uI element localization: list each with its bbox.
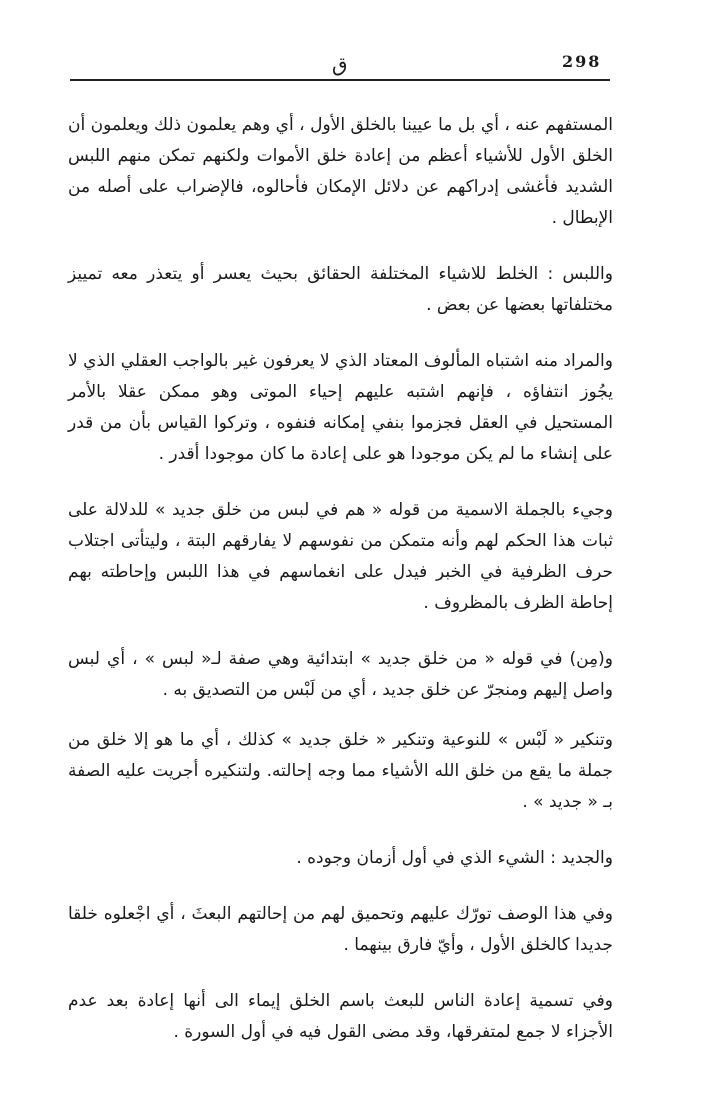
paragraph: والجديد : الشيء الذي في أول أزمان وجوده . [296, 848, 613, 868]
running-title: ق [332, 52, 348, 76]
page-header [70, 40, 610, 80]
paragraph: واللبس : الخلط للاشياء المختلفة الحقائق بحيث يعسر أو يتعذر معه تمييز مختلفاتها بعضها عن بعض . [68, 264, 613, 315]
header-rule [70, 79, 610, 81]
paragraph: والمراد منه اشتباه المألوف المعتاد الذي لا يعرفون غير بالواجب العقلي الذي لا يجُوز انتفاؤه ، فإنهم اشتبه عليهم إحياء الموتى وهو ممكن عقلا بالأمر المستحيل في العقل فجزموا بنفي إمكانه فنفوه ، وتركوا القياس بأن من قدر على إنشاء ما لم يكن موجودا هو على إعادة ما كان موجودا أقدر . [68, 351, 613, 464]
paragraph: وتنكير « لَبْس » للنوعية وتنكير « خلق جديد » كذلك ، أي ما هو إلا خلق من جملة ما يقع من خلق الله الأشياء مما وجه إحالته. ولتنكيره أجريت عليه الصفة بـ « جديد » . [68, 730, 613, 812]
main-text [68, 110, 613, 1067]
paragraph: وفي هذا الوصف تورّك عليهم وتحميق لهم من إحالتهم البعثَ ، أي اجْعلوه خلقا جديدا كالخلق الأول ، وأيّ فارق بينهما . [68, 904, 613, 955]
paragraph: المستفهم عنه ، أي بل ما عيينا بالخلق الأول ، أي وهم يعلمون ذلك ويعلمون أن الخلق الأول للأشياء أعظم من إعادة خلق الأموات ولكنهم تمكن منهم اللبس الشديد فأغشى إدراكهم عن دلائل الإمكان فأحالوه، فالإضراب على أصله من الإبطال . [68, 115, 613, 228]
page-number: 298 [562, 52, 602, 71]
paragraph: وجيء بالجملة الاسمية من قوله « هم في لبس من خلق جديد » للدلالة على ثبات هذا الحكم لهم وأنه متمكن من نفوسهم لا يفارقهم البتة ، وليتأتى اجتلاب حرف الظرفية في الخبر فيدل على انغماسهم في هذا اللبس وإحاطته بهم إحاطة الظرف بالمظروف . [68, 500, 613, 613]
paragraph: و(مِن) في قوله « من خلق جديد » ابتدائية وهي صفة لـ« لبس » ، أي لبس واصل إليهم ومنجرّ عن خلق جديد ، أي من لَبْس من التصديق به . [68, 649, 613, 700]
paragraph: وفي تسمية إعادة الناس للبعث باسم الخلق إيماء الى أنها إعادة بعد عدم الأجزاء لا جمع لمتفرقها، وقد مضى القول فيه في أول السورة . [68, 991, 613, 1042]
